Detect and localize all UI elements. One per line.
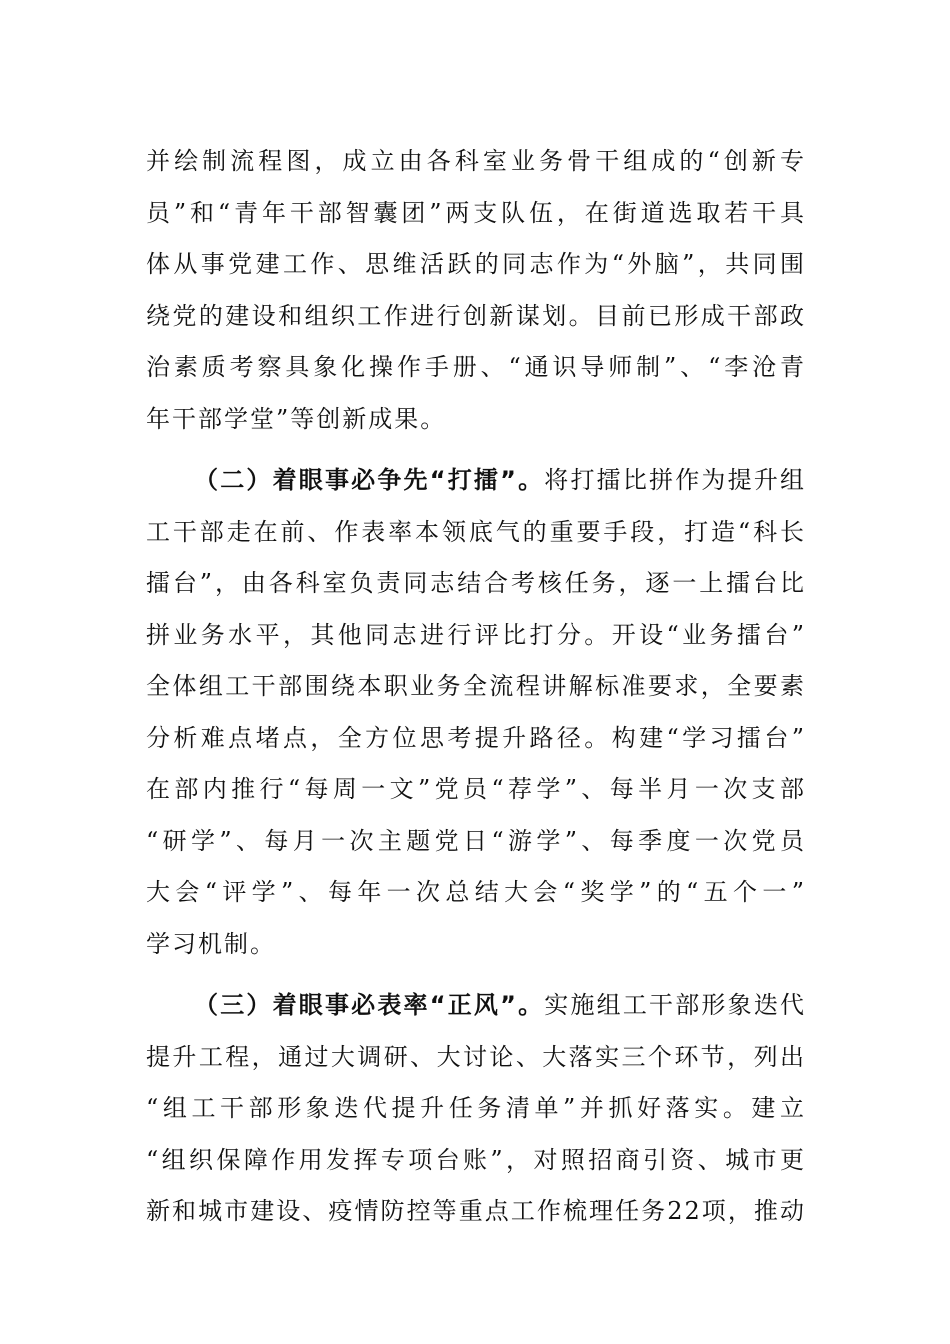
paragraph-line: 并绘制流程图，成立由各科室业务骨干组成的“创新专 — [146, 147, 806, 175]
paragraph-first-line — [146, 980, 806, 1032]
paragraph-line: 体从事党建工作、思维活跃的同志作为“外脑”，共同围 — [146, 250, 806, 278]
document-body — [146, 136, 806, 1238]
paragraph-line: 学习机制。 — [146, 929, 276, 958]
paragraph-line: 分析难点堵点，全方位思考提升路径。构建“学习擂台” — [146, 723, 806, 752]
paragraph-3 — [146, 980, 806, 1238]
paragraph-line: 工干部走在前、作表率本领底气的重要手段，打造“科长 — [146, 517, 806, 546]
paragraph-line: 拼业务水平，其他同志进行评比打分。开设“业务擂台” — [146, 620, 806, 649]
paragraph-line: “组织保障作用发挥专项台账”，对照招商引资、城市更 — [146, 1145, 806, 1174]
paragraph-line: 新和城市建设、疫情防控等重点工作梳理任务22项，推动 — [146, 1197, 806, 1225]
paragraph-line: 员”和“青年干部智囊团”两支队伍，在街道选取若干具 — [146, 198, 806, 227]
paragraph-line: 在部内推行“每周一文”党员“荐学”、每半月一次支部 — [146, 775, 806, 803]
paragraph-line-rest: 将打擂比拼作为提升组 — [544, 466, 807, 494]
paragraph-1 — [146, 136, 806, 445]
paragraph-line: 大会“评学”、每年一次总结大会“奖学”的“五个一” — [146, 878, 806, 906]
paragraph-line: “研学”、每月一次主题党日“游学”、每季度一次党员 — [146, 826, 806, 855]
paragraph-line: 绕党的建设和组织工作进行创新谋划。目前已形成干部政 — [146, 301, 806, 330]
paragraph-first-line — [146, 455, 806, 507]
paragraph-line: 年干部学堂”等创新成果。 — [146, 404, 447, 433]
paragraph-line: 全体组工干部围绕本职业务全流程讲解标准要求，全要素 — [146, 672, 806, 700]
section-heading: （二）着眼事必争先“打擂”。 — [194, 466, 545, 494]
paragraph-line: 擂台”，由各科室负责同志结合考核任务，逐一上擂台比 — [146, 569, 806, 597]
section-heading: （三）着眼事必表率“正风”。 — [194, 991, 545, 1019]
paragraph-line: 提升工程，通过大调研、大讨论、大落实三个环节，列出 — [146, 1042, 806, 1071]
paragraph-2 — [146, 455, 806, 970]
paragraph-line: “组工干部形象迭代提升任务清单”并抓好落实。建立 — [146, 1094, 806, 1122]
paragraph-line: 治素质考察具象化操作手册、“通识导师制”、“李沧青 — [146, 353, 806, 381]
paragraph-line-rest: 实施组工干部形象迭代 — [544, 991, 807, 1019]
